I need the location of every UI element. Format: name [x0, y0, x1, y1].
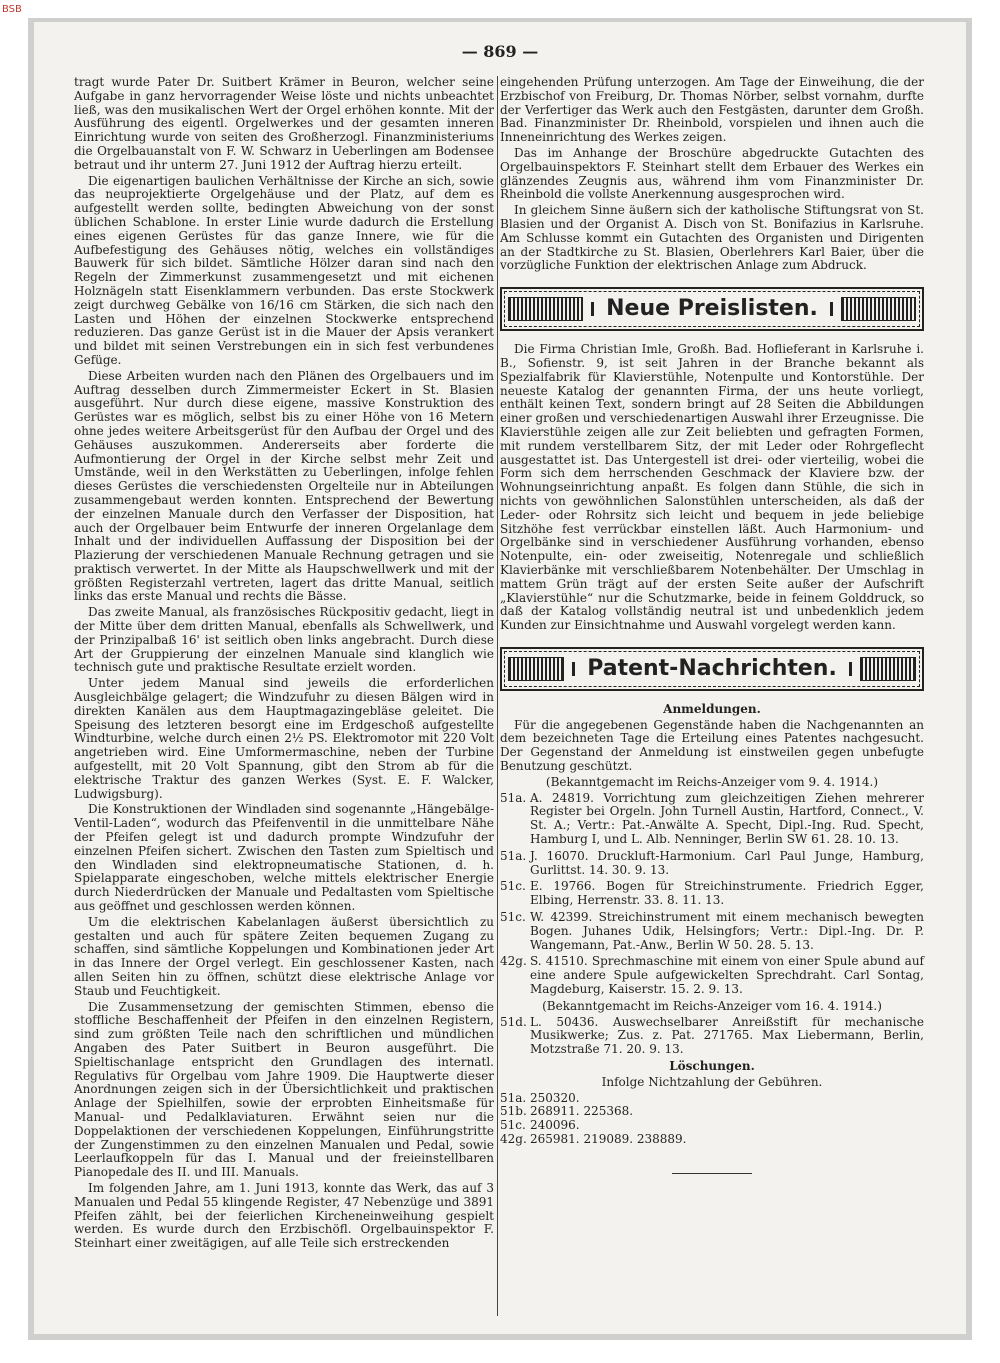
loeschung-entry: [500, 1133, 924, 1147]
patent-class: 51c.: [500, 1118, 526, 1133]
loeschung-entry: [500, 1105, 924, 1119]
loeschungen-heading: Löschungen.: [669, 1059, 755, 1074]
patent-entry: [500, 911, 924, 952]
patent-class: 42g.: [500, 954, 527, 969]
patent-numbers: 240096.: [530, 1118, 580, 1133]
patent-numbers: 250320.: [530, 1090, 580, 1105]
banner-ornament-right: [860, 657, 916, 681]
page-number: — 869 —: [461, 42, 539, 61]
paragraph: Das im Anhange der Broschüre abgedruckte Gutachten des Orgelbauinspektors F. Steinhart stellt dem Erbauer des Werkes ein glänzendes Zeugnis aus, während ihm vom Finanzminister Dr. Rheinbold die vollste Anerkennung ausgesprochen wird.: [500, 145, 924, 202]
paragraph: eingehenden Prüfung unterzogen. Am Tage der Einweihung, die der Erzbischof von Freiburg, Dr. Thomas Nörber, selbst vornahm, durfte der Verfertiger das Werk auch den Festgästen, darunter dem Großh. Bad. Finanzminister Dr. Rheinbold, vorspielen und ihnen auch die Inneneinrichtung des Werkes zeigen.: [500, 75, 924, 145]
end-rule: [672, 1173, 752, 1174]
patent-class: 51a.: [500, 1090, 527, 1105]
patent-text: A. 24819. Vorrichtung zum gleichzeitigen Ziehen mehrerer Register bei Orgeln. John Turnell Austin, Hartford, Connect., V. St. A.; Vertr.: Pat.-Anwälte A. Specht, Dipl.-Ing. Rud. Specht, Hamburg I, und L. Alb. Nenninger, Berlin SW 61. 28. 10. 13.: [530, 790, 924, 847]
patent-numbers: 265981. 219089. 238889.: [530, 1132, 687, 1146]
left-column: [74, 76, 494, 1253]
loeschung-entry: [500, 1119, 924, 1133]
patent-class: 51b.: [500, 1104, 527, 1119]
paragraph: Diese Arbeiten wurden nach den Plänen des Orgelbauers und im Auftrag desselben durch Zimmermeister Eckert in St. Blasien ausgeführt. Nur durch diese eigene, massive Konstruktion des Gerüstes war es möglich, selbst bis zu einer Höhe von 16 Metern ohne jedes weitere Arbeitsgerüst für den Aufbau der Orgel und des Gehäuses auszukommen. Andererseits aber forderte die Aufmontierung der Orgel in der Kirche selbst mehr Zeit und Umstände, weil in den Werkstätten zu Ueberlingen, infolge fehlen dieses Gerüstes die verschiedensten Orgelteile nur in Abteilungen zusammengebaut werden konnten. Entsprechend der Bewertung der einzelnen Manuale durch den Verfasser der Disposition, hat auch der Orgelbauer beim Entwurfe der inneren Orgelanlage dem Inhalt und der individuellen Auffassung der Disposition bei der Plazierung der verschiedenen Manuale Rechnung getragen und sie praktisch verwertet. In der Mitte als Haupschwellwerk und mit der größten Registerzahl vertreten, lagert das dritte Manual, seitlich links das erste Manual und rechts die Bässe.: [74, 368, 494, 604]
paragraph: Das zweite Manual, als französisches Rückpositiv gedacht, liegt in der Mitte über dem dritten Manual, ebenfalls als Schwellwerk, und der Prinzipalbaß 16' ist seitlich oben links angebracht. Durch diese Art der Gruppierung der einzelnen Manuale sind klanglich wie technisch gute und praktische Resultate erzielt worden.: [74, 605, 494, 675]
preislisten-paragraph: Die Firma Christian Imle, Großh. Bad. Hoflieferant in Karlsruhe i. B., Sofienstr. 9, ist seit Jahren in der Branche bekannt als Spezialfabrik für Klavierstühle, Notenpulte und Kontorstühle. Der neueste Katalog der genannten Firma, der uns heute vorliegt, enthält keinen Text, sondern bringt auf 28 Seiten die Abbildungen einer großen und verschiedenartigen Auswahl ihrer Erzeugnisse. Die Klavierstühle zeigen alle zur Zeit beliebten und gefragten Formen, mit rundem verstellbarem Sitz, der mit Leder oder Rohrgeflecht ausgestattet ist. Das Untergestell ist drei- oder vierteilig, wobei die Form sich dem herrschenden Geschmack der Klaviere bzw. der Wohnungseinrichtung anpaßt. Es folgen dann Stühle, die sich in nichts von gewöhnlichen Salonstühlen unterscheiden, als daß der Leder- oder Rohrsitz sich leicht und bequem in jede beliebige Sitzhöhe fest verrückbar einstellen läßt. Auch Harmonium- und Orgelbänke sind in verschiedener Ausführung vorhanden, ebenso Notenpulte, ein- oder zweiseitig, Notenregale und schließlich Klavierbänke mit verschließbarem Notenbehälter. Der Umschlag in mattem Grün trägt auf der ersten Seite außer der Aufschrift „Klavierstühle“ nur die Schutzmarke, beide in feinem Golddruck, so daß der Katalog vollständig neutral ist und unbedenklich jedem Kunden zur Einsichtnahme und Auswahl vorgelegt werden kann.: [500, 342, 924, 633]
patent-entry: [500, 792, 924, 847]
paragraph: In gleichem Sinne äußern sich der katholische Stiftungsrat von St. Blasien und der Organist A. Disch von St. Bonifazius in Karlsruhe. Am Schlusse kommt ein Gutachten des Organisten und Dirigenten an der Stadtkirche zu St. Blasien, Oberlehrers Karl Baier, über die vorzügliche Funktion der elektrischen Anlage zum Abdruck.: [500, 203, 924, 273]
patent-text: L. 50436. Auswechselbarer Anreißstift für mechanische Musikwerke; Zus. z. Pat. 271765. Max Liebermann, Berlin, Motzstraße 71. 20. 9. 13.: [530, 1014, 924, 1057]
bekanntgemacht-note: (Bekanntgemacht im Reichs-Anzeiger vom 16. 4. 1914.): [542, 998, 882, 1013]
loeschungen-subheading: Infolge Nichtzahlung der Gebühren.: [601, 1074, 823, 1089]
patent-class: 51d.: [500, 1014, 527, 1029]
preislisten-banner: [500, 287, 924, 331]
patent-entry: [500, 850, 924, 878]
bekanntgemacht-note: (Bekanntgemacht im Reichs-Anzeiger vom 9. 4. 1914.): [545, 774, 879, 789]
paragraph: Die Zusammensetzung der gemischten Stimmen, ebenso die stoffliche Beschaffenheit der Pfeifen in den einzelnen Registern, sind zum größten Teile nach den schriftlichen und mündlichen Angaben des Pater Suitbert in Beuron ausgeführt. Die Spieltischanlage entspricht den Grundlagen des internatl. Regulativs für Orgelbau vom Jahre 1909. Die Hauptwerte dieser Anordnungen zeigen sich in der Übersichtlichkeit und praktischen Anlage der Spielhilfen, sowie der erprobten Einheitsmaße für Manual- und Pedalklaviaturen. Erwähnt seien nur die Doppelaktionen der verschiedenen Koppelungen, Einführungstritte der Zungenstimmen zu den einzelnen Manualen und Pedal, sowie Leerlaufkoppeln für das I. Manual und der freieinstellbaren Pianopedale des II. und III. Manuals.: [74, 999, 494, 1180]
paragraph: Um die elektrischen Kabelanlagen äußerst übersichtlich zu gestalten und auch für spätere Zeiten bequemen Zugang zu schaffen, sind sämtliche Koppelungen und Kombinationen jeder Art in das Innere der Orgel verlegt. Ein geschlossener Kasten, nach allen Seiten hin zu öffnen, schützt diese elektrische Anlage vor Staub und Feuchtigkeit.: [74, 914, 494, 998]
paragraph: Im folgenden Jahre, am 1. Juni 1913, konnte das Werk, das auf 3 Manualen und Pedal 55 klingende Register, 47 Nebenzüge und 3891 Pfeifen zählt, bei der feierlichen Kircheneinweihung gespielt werden. Es wurde durch den Erzbischöfl. Orgelbauinspektor F. Steinhart einer zweitägigen, auf alle Teile sich erstreckenden: [74, 1180, 494, 1251]
banner-ornament-left: [508, 297, 583, 321]
patent-text: S. 41510. Sprechmaschine mit einem von einer Spule abund auf eine andere Spule aufgewickelten Sprechdraht. Carl Sontag, Magdeburg, Kaiserstr. 15. 2. 9. 13.: [530, 954, 924, 997]
banner-ornament-left: [508, 657, 564, 681]
patent-entry: [500, 955, 924, 996]
paragraph: Die Konstruktionen der Windladen sind sogenannte „Hängebälge-Ventil-Laden“, wodurch das Pfeifenventil in die unmittelbare Nähe der Pfeifen gelegt ist und dadurch prompte Windzufuhr der einzelnen Pfeifen sichert. Zwischen den Tasten zum Spieltisch und den Windladen sind elektropneumatische Stationen, d. h. Spielapparate eingeschoben, welche mittels elektrischer Energie durch Niederdrücken der Manuale und Pedaltasten vom Spieltische aus geöffnet und geschlossen werden können.: [74, 802, 494, 914]
banner-ornament-right: [841, 297, 916, 321]
patent-class: 42g.: [500, 1132, 527, 1146]
patent-entry: [500, 880, 924, 908]
patent-text: E. 19766. Bogen für Streichinstrumente. Friedrich Egger, Elbing, Herrenstr. 33. 8. 11. 13.: [530, 879, 924, 908]
paragraph: Unter jedem Manual sind jeweils die erforderlichen Ausgleichbälge gelagert; die Windzufuhr zu diesen Bälgen wird in direkten Kanälen aus dem Hauptmagazingebläse geleitet. Die Speisung des letzteren besorgt eine im Erdgeschoß aufgestellte Windturbine, welche durch einen 2½ PS. Elektromotor mit 220 Volt angetrieben wird. Eine Umformermaschine, neben der Turbine aufgestellt, mit 20 Volt Spannung, gibt den Strom ab für die elektrische Traktur des ganzen Werkes (Syst. E. F. Walcker, Ludwigsburg).: [74, 676, 494, 801]
patent-text: W. 42399. Streichinstrument mit einem mechanisch bewegten Bogen. Juhanes Udik, Helsingfors; Vertr.: Dipl.-Ing. Dr. P. Wangemann, Pat.-Anw., Berlin W 50. 28. 5. 13.: [530, 910, 924, 952]
patent-text: J. 16070. Druckluft-Harmonium. Carl Paul Junge, Hamburg, Gurlittst. 14. 30. 9. 13.: [530, 848, 924, 877]
library-watermark: BSB: [2, 4, 22, 15]
patent-class: 51a.: [500, 848, 527, 863]
paragraph: tragt wurde Pater Dr. Suitbert Krämer in Beuron, welcher seine Aufgabe in ganz hervorragender Weise löste und nichts unbeachtet ließ, was den musikalischen Wert der Orgel erhöhen konnte. Mit der Ausführung des eigentl. Orgelwerkes und der gesamten inneren Einrichtung wurde von seiten des Großherzogl. Finanzministeriums die Orgelbauanstalt von F. W. Schwarz in Ueberlingen am Bodensee betraut und ihr unterm 27. Juni 1912 der Auftrag hierzu erteilt.: [74, 75, 494, 172]
patent-class: 51a.: [500, 790, 527, 805]
column-divider: [497, 76, 498, 1316]
patent-class: 51c.: [500, 879, 526, 894]
patent-heading: Patent-Nachrichten.: [572, 662, 852, 676]
patent-banner: [500, 647, 924, 691]
anmeldungen-heading: Anmeldungen.: [663, 701, 761, 716]
anmeldungen-intro: Für die angegebenen Gegenstände haben die Nachgenannten an dem bezeichneten Tage die Erteilung eines Patentes nachgesucht. Der Gegenstand der Anmeldung ist einstweilen gegen unbefugte Benutzung geschützt.: [500, 717, 924, 774]
preislisten-heading: Neue Preislisten.: [591, 302, 833, 316]
loeschung-entry: [500, 1092, 924, 1106]
patent-class: 51c.: [500, 910, 526, 925]
paragraph: Die eigenartigen baulichen Verhältnisse der Kirche an sich, sowie das neuprojektierte Orgelgehäuse und der Platz, auf dem es aufgestellt werden sollte, bedingten Abweichung von der sonst üblichen Schablone. In erster Linie wurde dadurch die Erstellung eines eigenen Gerüstes für das ganze Innere, wie für die Aufbefestigung des Gehäuses nötig, welches ein vollständiges Bauwerk für sich bildet. Sämtliche Hölzer daran sind nach den Regeln der Zimmerkunst zusammengesetzt und mit eichenen Holznägeln statt Eisenklammern verbunden. Das erste Stockwerk zeigt durchweg Gebälke von 16/16 cm Stärken, die sich nach den Lasten und Höhen der einzelnen Stockwerke entsprechend reduzieren. Das ganze Gerüst ist in die Mauer der Apsis verankert und bildet mit seinen Verstrebungen ein in sich fest verbundenes Gefüge.: [74, 173, 494, 367]
document-page: [34, 22, 966, 1334]
patent-numbers: 268911. 225368.: [530, 1104, 634, 1119]
patent-entry: [500, 1016, 924, 1057]
right-column: [500, 76, 924, 1174]
